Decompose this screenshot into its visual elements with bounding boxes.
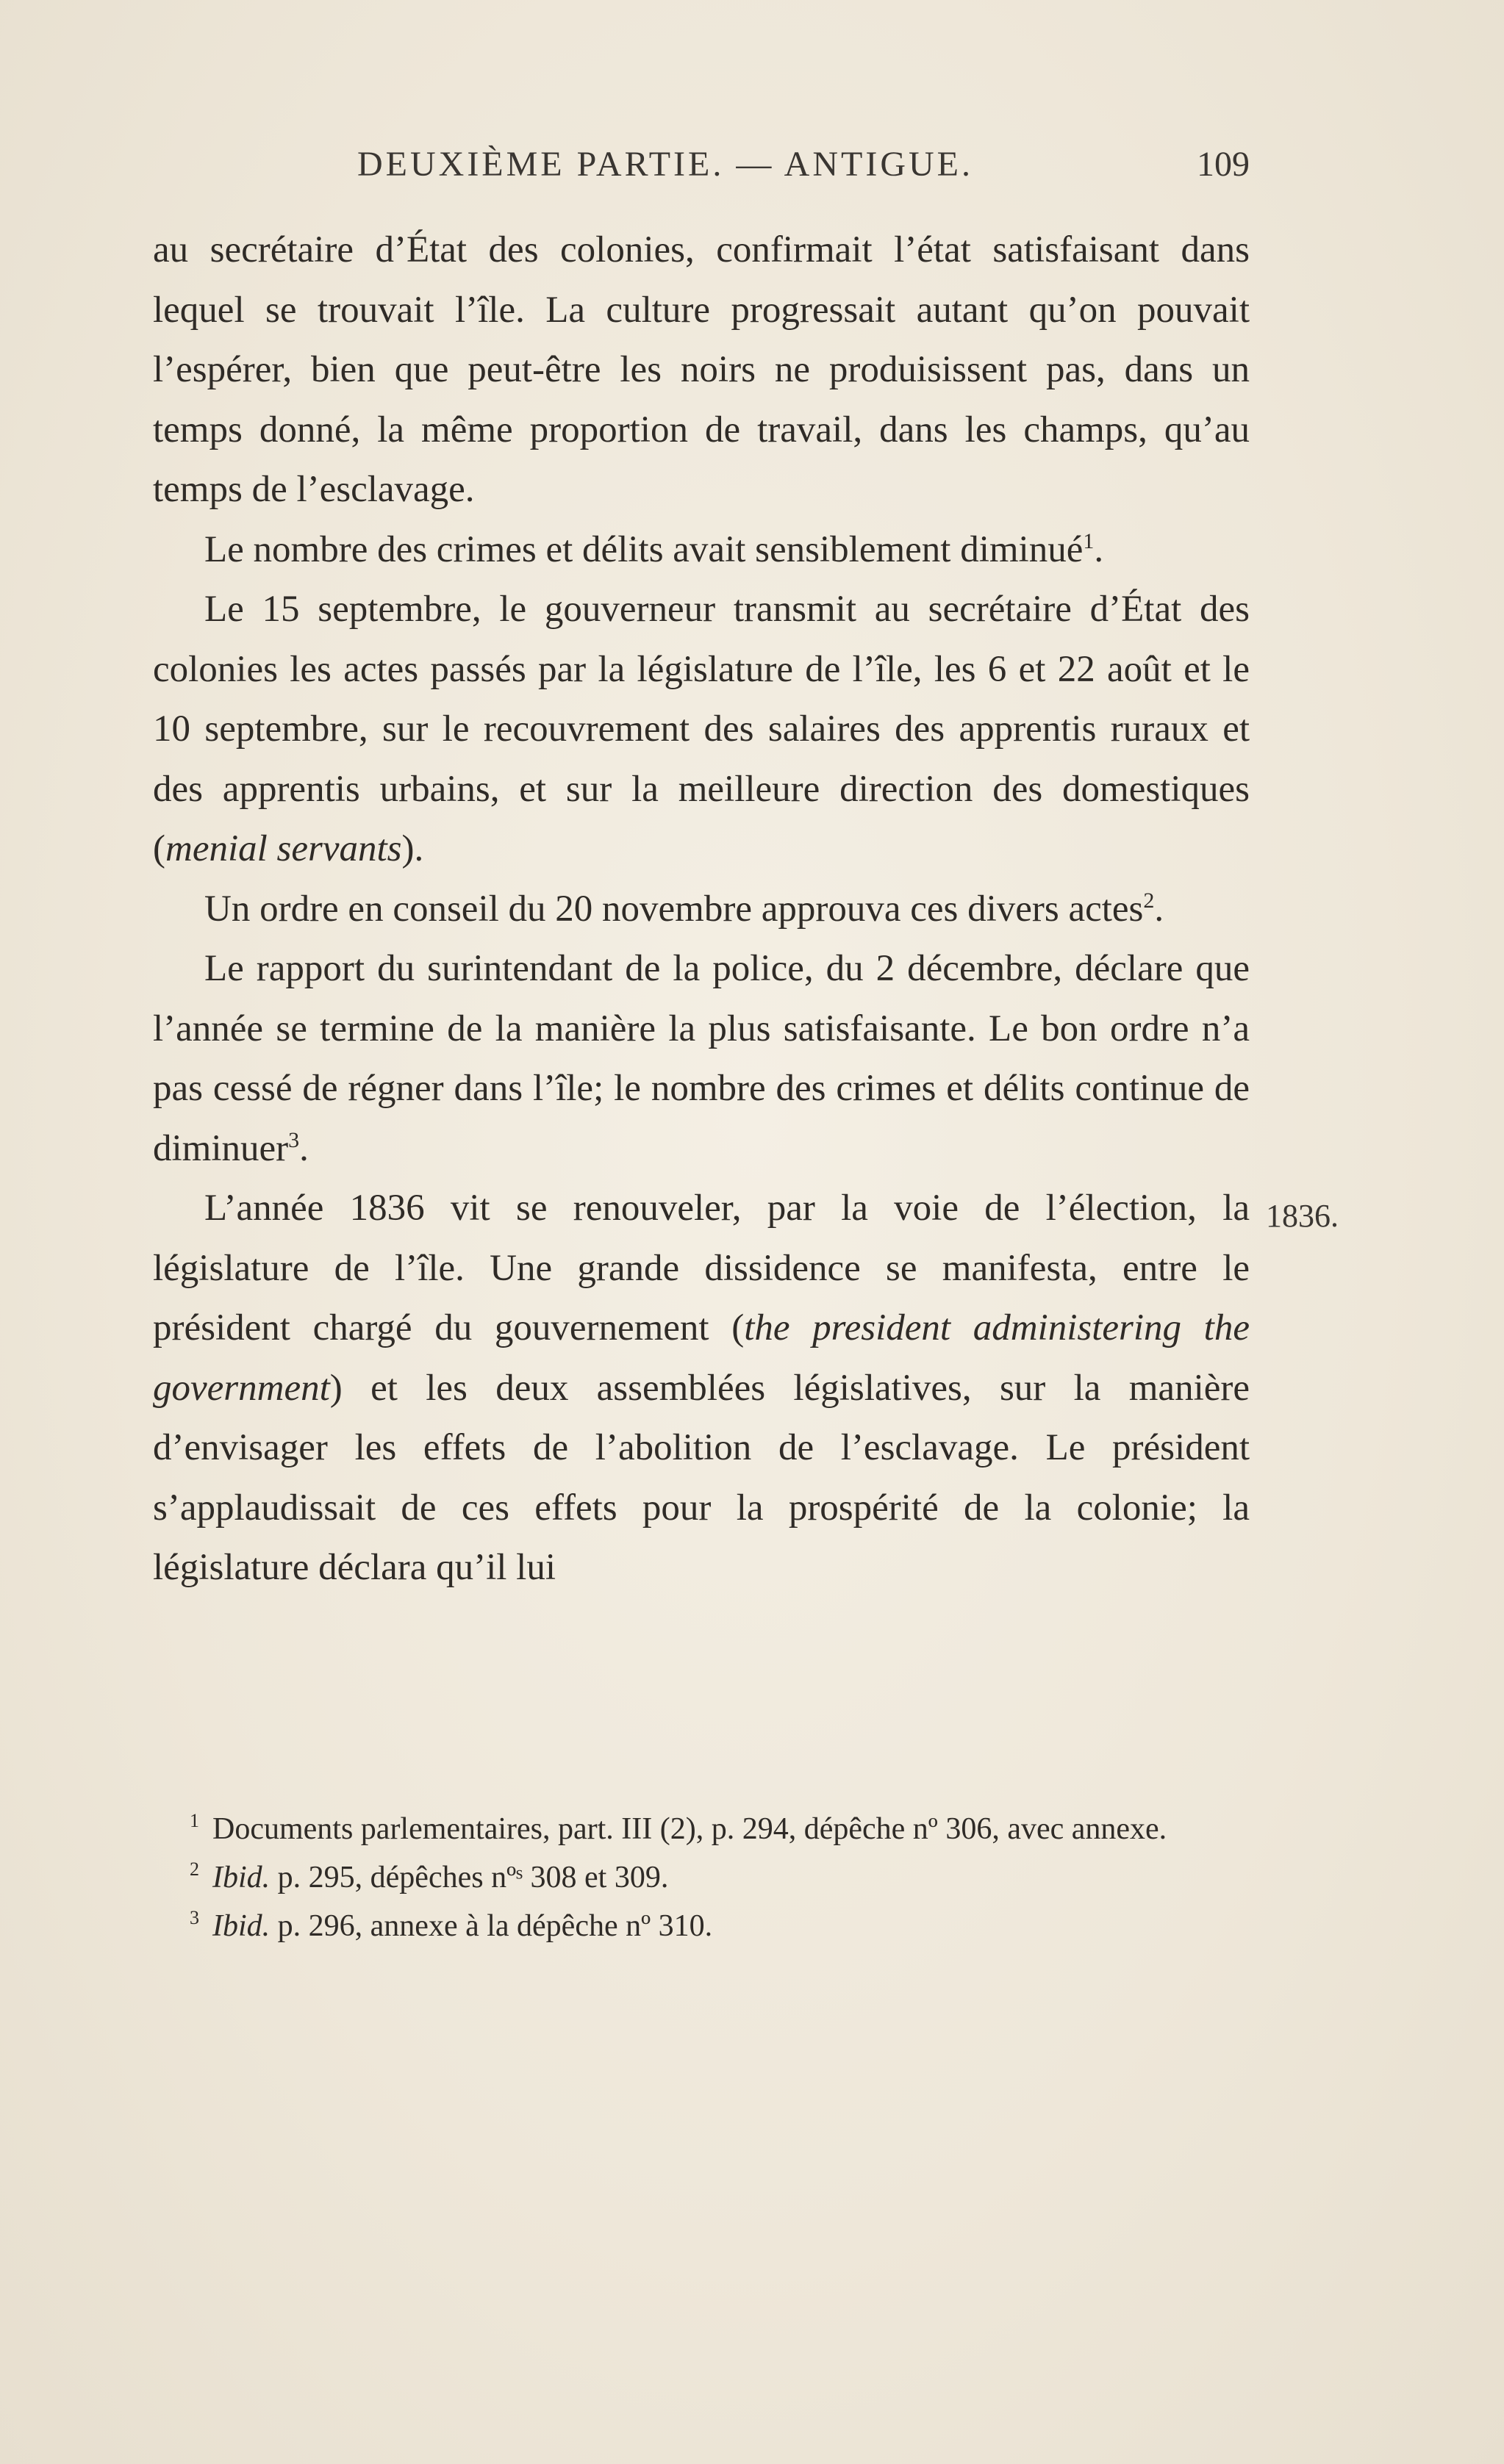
margin-year: 1836.	[1266, 1198, 1339, 1234]
footnote-mark: 2	[190, 1858, 199, 1880]
paragraph: L’année 1836 vit se renouveler, par la voie de l’élection, la législature de l’île. Une grande dissidence se manifesta, entre le président chargé du gouvernement (the president administering the government) et les deux assemblées législatives, sur la manière d’envisager les effets de l’abolition de l’esclavage. Le président s’applaudissait de ces effets pour la prospérité de la colonie; la législature déclara qu’il lui	[153, 1188, 1250, 1588]
paragraph: Le 15 septembre, le gouverneur transmit au secrétaire d’État des colonies les actes passés par la législature de l’île, les 6 et 22 août et le 10 septembre, sur le recouvrement des salaires des apprentis ruraux et des apprentis urbains, et sur la meilleure direction des domestiques (menial servants).	[153, 589, 1250, 869]
footnote: $^1$ Documents parlementaires, part. III (2), p. 294, dépêche nº 306, avec annexe.	[190, 1810, 1167, 1846]
page-number: 109	[1197, 145, 1250, 184]
footnotes	[153, 1805, 1250, 1950]
page-header	[153, 144, 1250, 195]
footnote: $^2$ Ibid. p. 295, dépêches nºˢ 308 et 309.	[190, 1858, 669, 1894]
paragraph: Un ordre en conseil du 20 novembre approuva ces divers actes$^2$.	[204, 888, 1164, 930]
italic-term: menial servants	[165, 828, 402, 869]
running-head: DEUXIÈME PARTIE. — ANTIGUE.	[357, 145, 973, 184]
footnote-ref[interactable]: 3	[288, 1127, 300, 1152]
paragraph: au secrétaire d’État des colonies, confirmait l’état satisfaisant dans lequel se trouvait l’île. La culture progressait autant qu’on pouvait l’espérer, bien que peut-être les noirs ne produisissent pas, dans un temps donné, la même proportion de travail, dans les champs, qu’au temps de l’esclavage.	[153, 229, 1250, 510]
paragraph-with-margin-note	[153, 1179, 1339, 1598]
paragraph: Le nombre des crimes et délits avait sensiblement diminué$^1$.	[204, 528, 1104, 570]
footnote-ref[interactable]: 1	[1083, 528, 1095, 553]
footnote: $^3$ Ibid. p. 296, annexe à la dépêche nº 310.	[190, 1907, 713, 1943]
footnote-ref[interactable]: 2	[1143, 888, 1155, 913]
footnote-mark: 1	[190, 1810, 199, 1831]
paragraph: Le rapport du surintendant de la police, du 2 décembre, déclare que l’année se termine de la manière la plus satisfaisante. Le bon ordre n’a pas cessé de régner dans l’île; le nombre des crimes et délits continue de diminuer$^3$.	[153, 948, 1250, 1169]
footnote-mark: 3	[190, 1907, 199, 1928]
body-text	[153, 220, 1339, 1598]
italic-term: the president administering the government	[153, 1307, 1250, 1409]
